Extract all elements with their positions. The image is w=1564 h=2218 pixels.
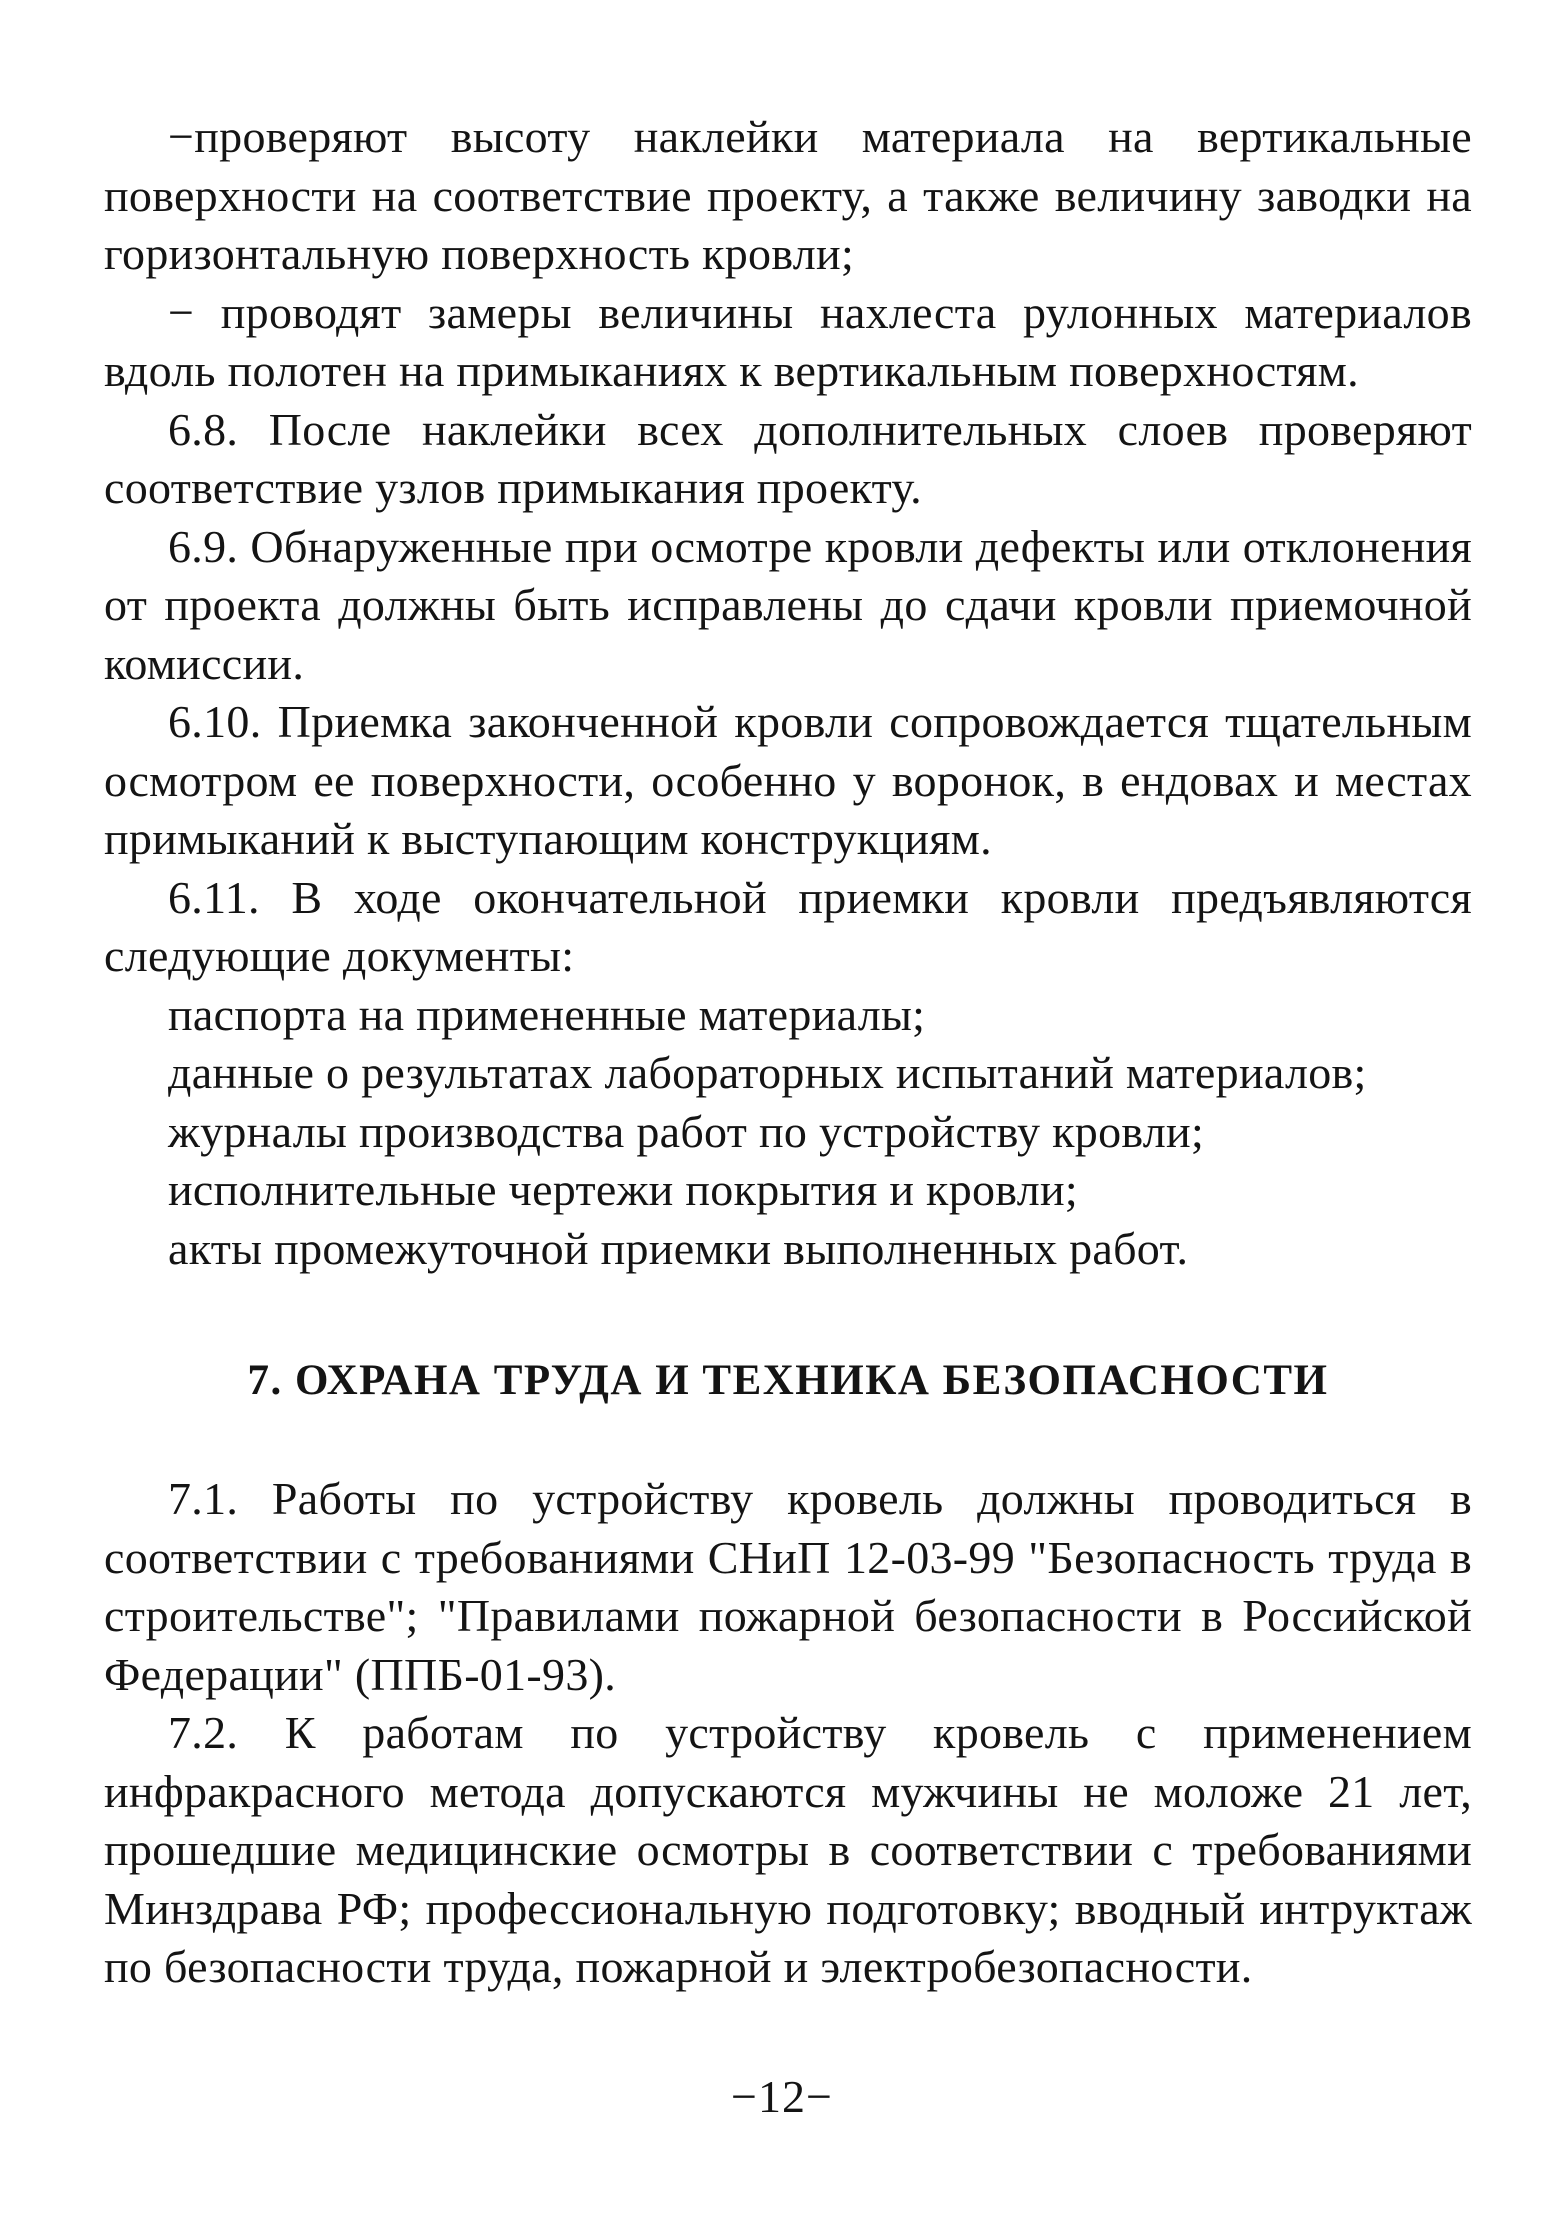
paragraph-6-8: 6.8. После наклейки всех дополнительных слоев проверяют соответствие узлов примыкания проекту. [104,403,1472,513]
document-list-item: исполнительные чертежи покрытия и кровли; [168,1164,1078,1215]
paragraph-6-11: 6.11. В ходе окончательной приемки кровли предъявляются следующие документы: [104,871,1472,981]
paragraph-6-9: 6.9. Обнаруженные при осмотре кровли дефекты или отклонения от проекта должны быть исправлены до сдачи кровли приемочной комиссии. [104,520,1472,689]
document-list-item: журналы производства работ по устройству кровли; [168,1105,1205,1157]
paragraph-overlap-measure: − проводят замеры величины нахлеста рулонных материалов вдоль полотен на примыканиях к вертикальным поверхностям. [104,286,1472,396]
section-7-heading: 7. ОХРАНА ТРУДА И ТЕХНИКА БЕЗОПАСНОСТИ [247,1357,1329,1404]
paragraph-check-height: −проверяют высоту наклейки материала на вертикальные поверхности на соответствие проекту, а также величину заводки на горизонтальную поверхность кровли; [104,111,1472,279]
paragraph-6-10: 6.10. Приемка законченной кровли сопровождается тщательным осмотром ее поверхности, особенно у воронок, в ендовах и местах примыканий к выступающим конструкциям. [104,696,1472,864]
paragraph-7-2: 7.2. К работам по устройству кровель с применением инфракрасного метода допускаются мужчины не моложе 21 лет, прошедшие медицинские осмотры в соответствии с требованиями Минздрава РФ; профессиональную подготовку; вводный интруктаж по безопасности труда, пожарной и электробезопасности. [104,1707,1472,1992]
paragraph-7-1: 7.1. Работы по устройству кровель должны проводиться в соответствии с требованиями СНиП 12-03-99 "Безопасность труда в строительстве"; "Правилами пожарной безопасности в Российской Федерации" (ППБ-01-93). [104,1473,1472,1700]
page-number: −12− [731,2071,833,2122]
document-list-item: паспорта на примененные материалы; [168,988,926,1040]
section-7-text [104,1470,1472,1997]
section-6-text [104,108,1472,1278]
document-list-item: данные о результатах лабораторных испытаний материалов; [168,1047,1367,1098]
document-list-item: акты промежуточной приемки выполненных работ. [168,1222,1189,1274]
